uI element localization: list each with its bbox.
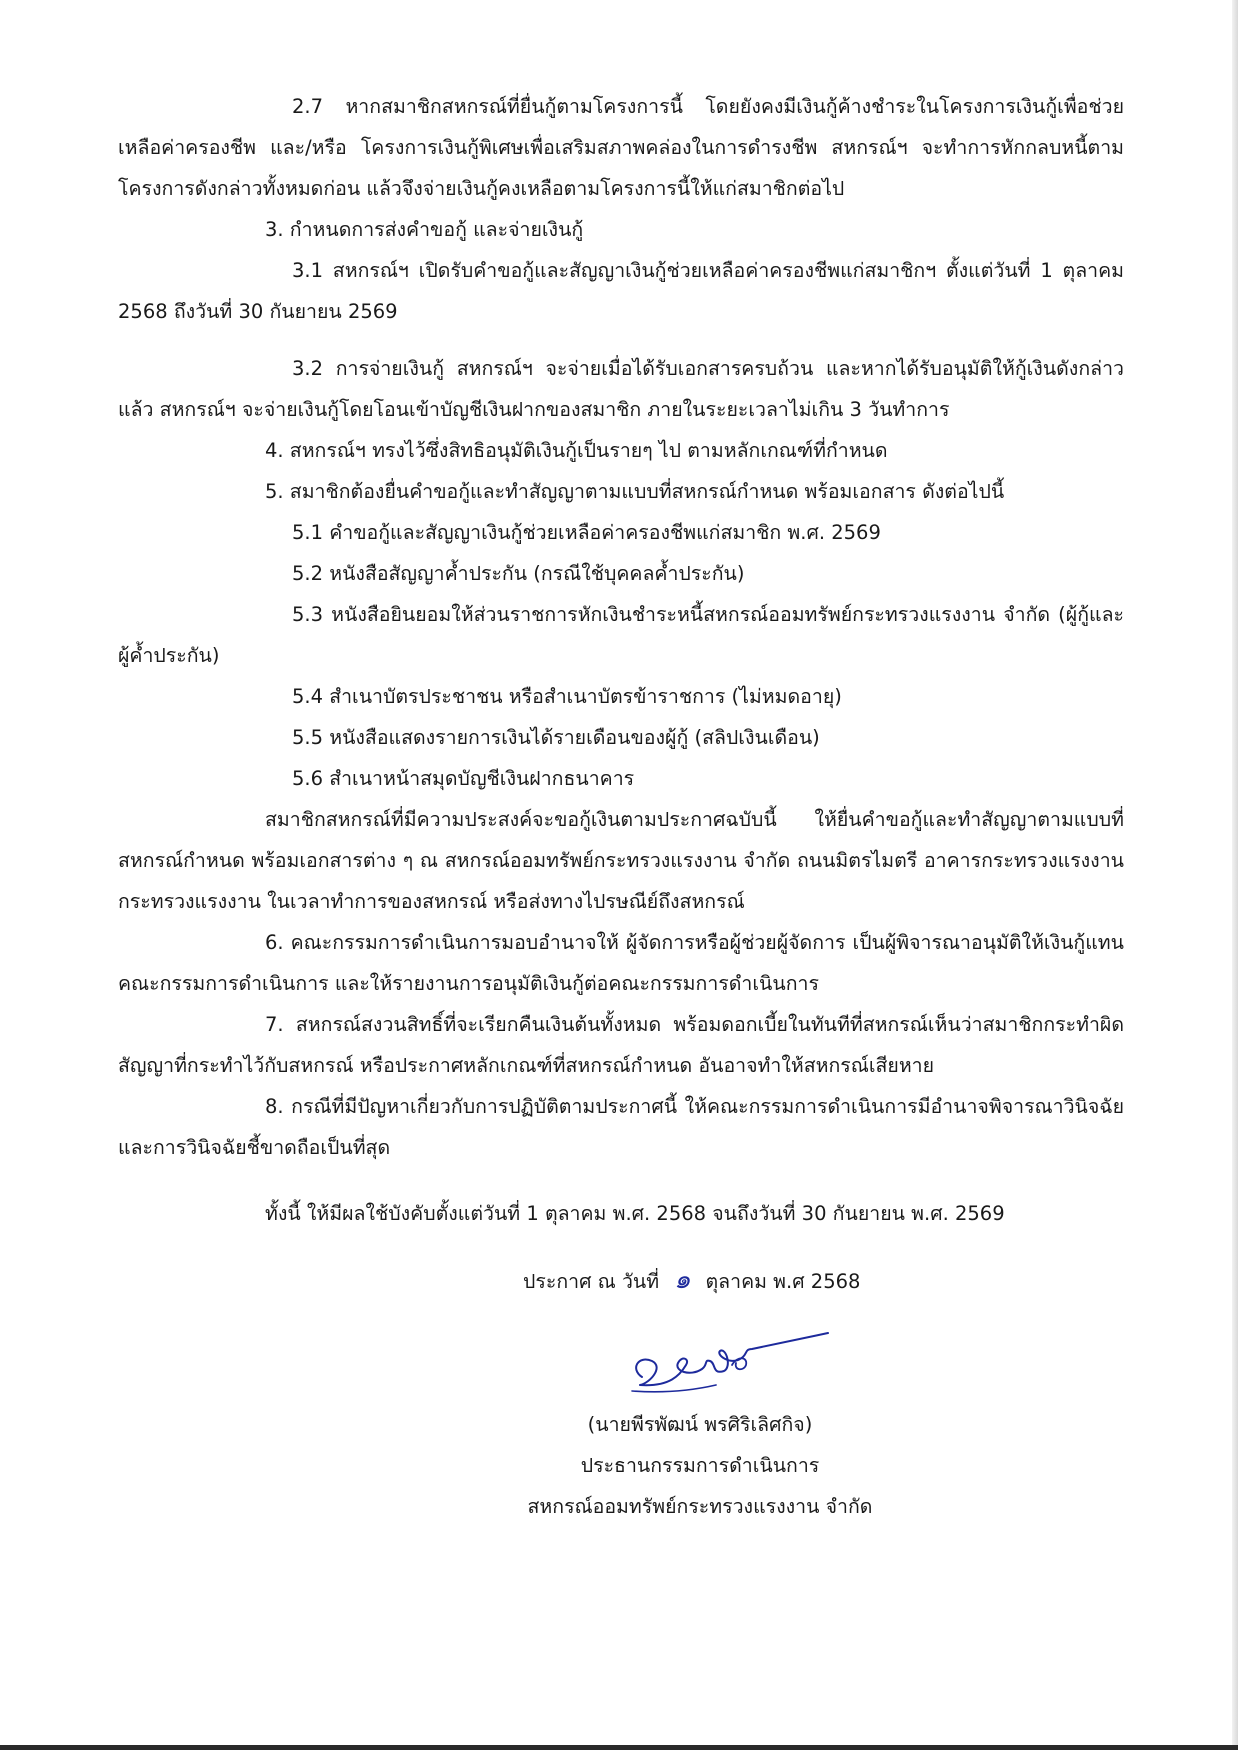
clause-4: 4. สหกรณ์ฯ ทรงไว้ซึ่งสิทธิอนุมัติเงินกู้เป็นรายๆ ไป ตามหลักเกณฑ์ที่กำหนด [265,439,888,462]
clause-5-6: 5.6 สำเนาหน้าสมุดบัญชีเงินฝากธนาคาร [292,767,635,790]
clause-5-1: 5.1 คำขอกู้และสัญญาเงินกู้ช่วยเหลือค่าครองชีพแก่สมาชิก พ.ศ. 2569 [292,521,881,544]
signer-block [480,1404,920,1527]
clause-5-3: 5.3 หนังสือยินยอมให้ส่วนราชการหักเงินชำระหนี้สหกรณ์ออมทรัพย์กระทรวงแรงงาน จำกัด (ผู้กู้และผู้ค้ำประกัน) [118,603,1124,667]
handwritten-day: ๑ [674,1265,691,1295]
signer-name: (นายพีรพัฒน์ พรศิริเลิศกิจ) [587,1413,813,1436]
clause-5-5: 5.5 หนังสือแสดงรายการเงินได้รายเดือนของผู้กู้ (สลิปเงินเดือน) [292,726,820,749]
clause-2-7: 2.7 หากสมาชิกสหกรณ์ที่ยื่นกู้ตามโครงการนี้ โดยยังคงมีเงินกู้ค้างชำระในโครงการเงินกู้เพื่อช่วยเหลือค่าครองชีพ และ/หรือ โครงการเงินกู้พิเศษเพื่อเสริมสภาพคล่องในการดำรงชีพ สหกรณ์ฯ จะทำการหักกลบหนี้ตามโครงการดังกล่าวทั้งหมดก่อน แล้วจึงจ่ายเงินกู้คงเหลือตามโครงการนี้ให้แก่สมาชิกต่อไป [118,95,1124,200]
submission-paragraph: สมาชิกสหกรณ์ที่มีความประสงค์จะขอกู้เงินตามประกาศฉบับนี้ ให้ยื่นคำขอกู้และทำสัญญาตามแบบที่สหกรณ์กำหนด พร้อมเอกสารต่าง ๆ ณ สหกรณ์ออมทรัพย์กระทรวงแรงงาน จำกัด ถนนมิตรไมตรี อาคารกระทรวงแรงงาน กระทรวงแรงงาน ในเวลาทำการของสหกรณ์ หรือส่งทางไปรษณีย์ถึงสหกรณ์ [118,808,1124,913]
announcement-date [523,1260,860,1302]
page-bottom-edge [0,1745,1238,1750]
announcement-suffix: ตุลาคม พ.ศ 2568 [705,1270,861,1293]
effective-period: ทั้งนี้ ให้มีผลใช้บังคับตั้งแต่วันที่ 1 ตุลาคม พ.ศ. 2568 จนถึงวันที่ 30 กันยายน พ.ศ. 2569 [265,1202,1005,1225]
signer-organization: สหกรณ์ออมทรัพย์กระทรวงแรงงาน จำกัด [527,1495,873,1518]
page-right-edge [1232,0,1238,1750]
document-body [118,86,1124,1168]
clause-3-1: 3.1 สหกรณ์ฯ เปิดรับคำขอกู้และสัญญาเงินกู้ช่วยเหลือค่าครองชีพแก่สมาชิกฯ ตั้งแต่วันที่ 1 ตุลาคม 2568 ถึงวันที่ 30 กันยายน 2569 [118,259,1124,323]
clause-7: 7. สหกรณ์สงวนสิทธิ์ที่จะเรียกคืนเงินต้นทั้งหมด พร้อมดอกเบี้ยในทันทีที่สหกรณ์เห็นว่าสมาชิกกระทำผิดสัญญาที่กระทำไว้กับสหกรณ์ หรือประกาศหลักเกณฑ์ที่สหกรณ์กำหนด อันอาจทำให้สหกรณ์เสียหาย [118,1013,1124,1077]
signer-position: ประธานกรรมการดำเนินการ [580,1454,820,1477]
clause-6: 6. คณะกรรมการดำเนินการมอบอำนาจให้ ผู้จัดการหรือผู้ช่วยผู้จัดการ เป็นผู้พิจารณาอนุมัติให้เงินกู้แทนคณะกรรมการดำเนินการ และให้รายงานการอนุมัติเงินกู้ต่อคณะกรรมการดำเนินการ [118,931,1124,995]
clause-5: 5. สมาชิกต้องยื่นคำขอกู้และทำสัญญาตามแบบที่สหกรณ์กำหนด พร้อมเอกสาร ดังต่อไปนี้ [265,480,1005,503]
clause-3-2: 3.2 การจ่ายเงินกู้ สหกรณ์ฯ จะจ่ายเมื่อได้รับเอกสารครบถ้วน และหากได้รับอนุมัติให้กู้เงินดังกล่าวแล้ว สหกรณ์ฯ จะจ่ายเงินกู้โดยโอนเข้าบัญชีเงินฝากของสมาชิก ภายในระยะเวลาไม่เกิน 3 วันทำการ [118,357,1124,421]
clause-8: 8. กรณีที่มีปัญหาเกี่ยวกับการปฏิบัติตามประกาศนี้ ให้คณะกรรมการดำเนินการมีอำนาจพิจารณาวินิจฉัยและการวินิจฉัยชี้ขาดถือเป็นที่สุด [118,1095,1124,1159]
section-3-heading: 3. กำหนดการส่งคำขอกู้ และจ่ายเงินกู้ [265,218,584,241]
clause-5-4: 5.4 สำเนาบัตรประชาชน หรือสำเนาบัตรข้าราชการ (ไม่หมดอายุ) [292,685,842,708]
signature [620,1325,830,1405]
announcement-prefix: ประกาศ ณ วันที่ [523,1270,660,1293]
clause-5-2: 5.2 หนังสือสัญญาค้ำประกัน (กรณีใช้บุคคลค้ำประกัน) [292,562,745,585]
